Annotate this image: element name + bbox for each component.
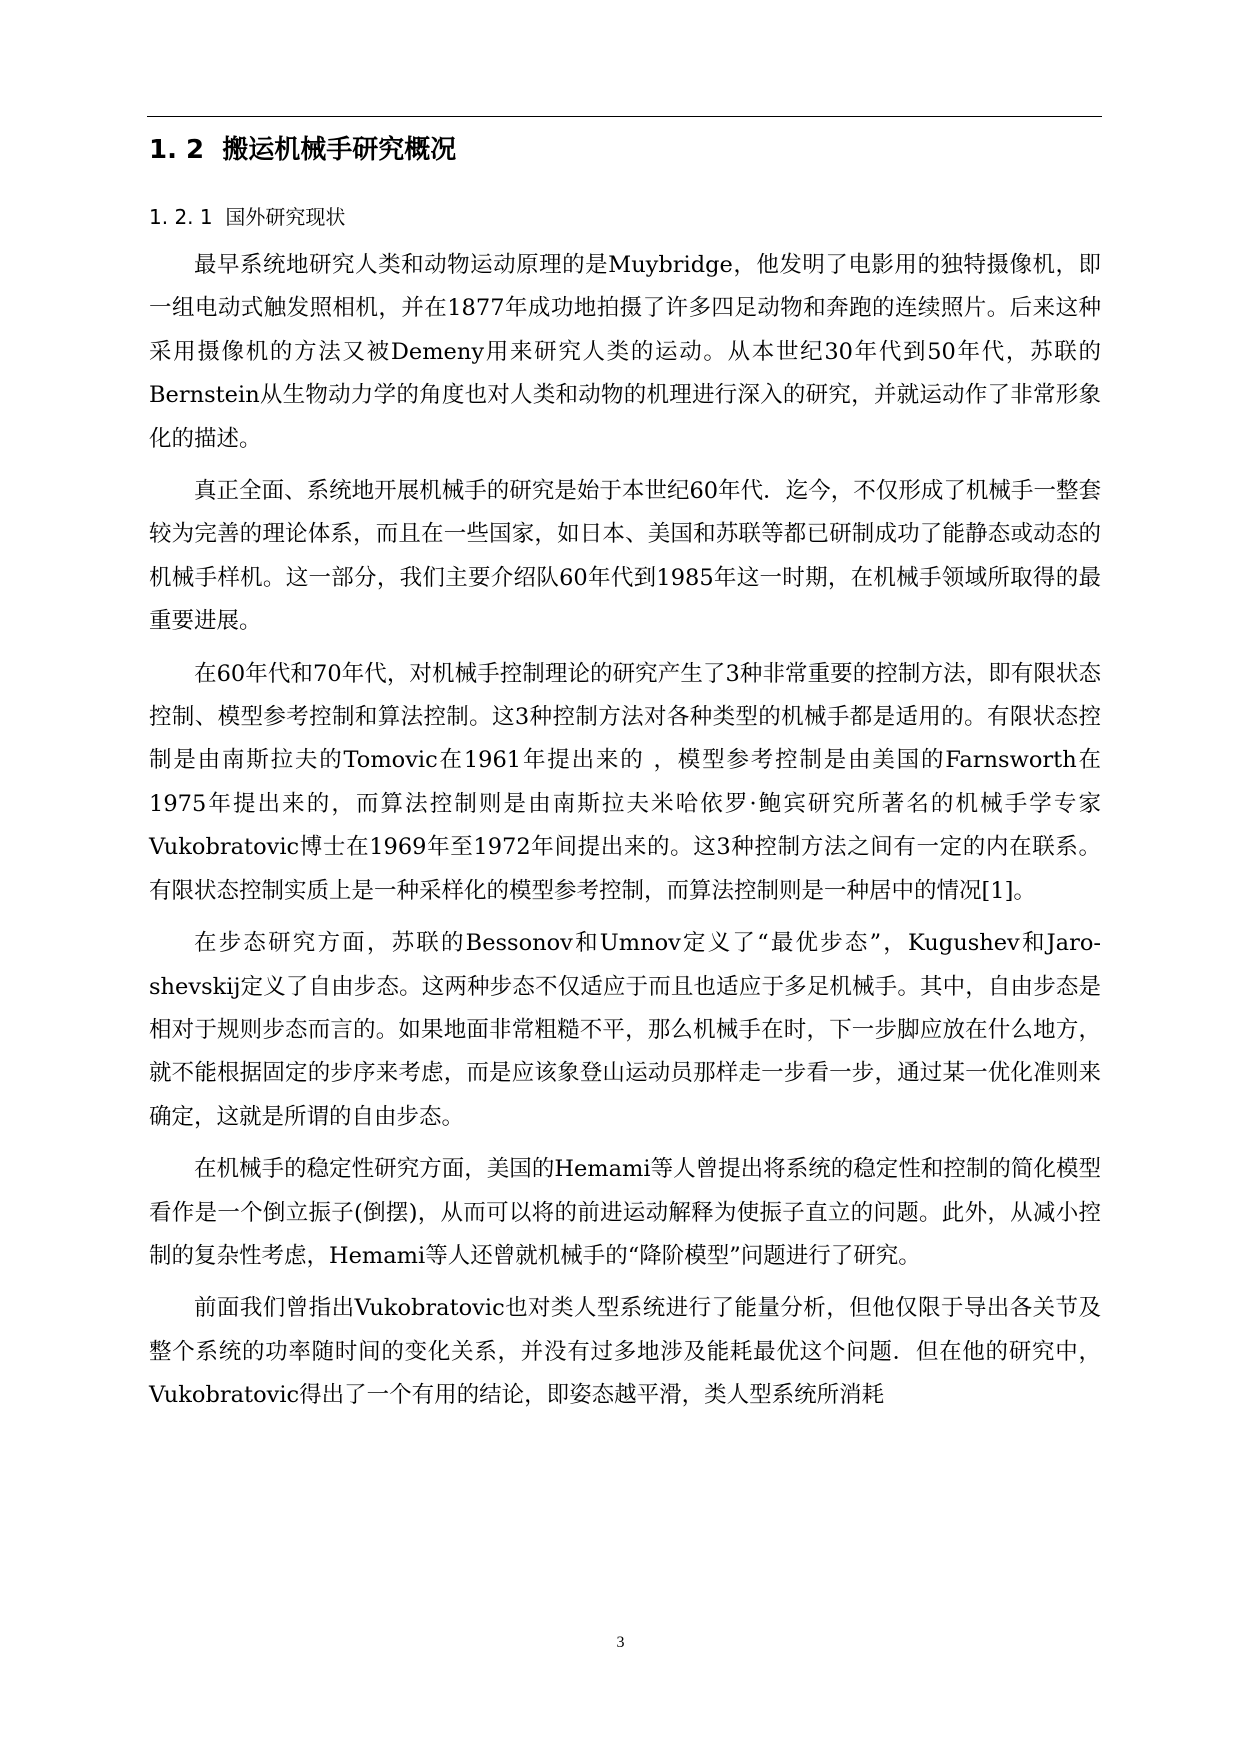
- paragraph: 在60年代和70年代，对机械手控制理论的研究产生了3种非常重要的控制方法，即有限状态控制、模型参考控制和算法控制。这3种控制方法对各种类型的机械手都是适用的。有限状态控制是由南斯拉夫的Tomovic在1961年提出来的 ，模型参考控制是由美国的Farnsworth在1975年提出来的，而算法控制则是由南斯拉夫米哈依罗·鲍宾研究所著名的机械手学专家Vukobratovic博士在1969年至1972年间提出来的。这3种控制方法之间有一定的内在联系。有限状态控制实质上是一种采样化的模型参考控制，而算法控制则是一种居中的情况[1]。: [149, 660, 1101, 904]
- header-rule: [147, 116, 1102, 117]
- paragraph: 最早系统地研究人类和动物运动原理的是Muybridge，他发明了电影用的独特摄像机，即一组电动式触发照相机，并在1877年成功地拍摄了许多四足动物和奔跑的连续照片。后来这种采用摄像机的方法又被Demeny用来研究人类的运动。从本世纪30年代到50年代，苏联的Bernstein从生物动力学的角度也对人类和动物的机理进行深入的研究，并就运动作了非常形象化的描述。: [149, 252, 1101, 452]
- subsection-heading: [149, 200, 345, 234]
- section-heading: [149, 130, 456, 170]
- page-number: 3: [616, 1634, 625, 1651]
- section-number: 1. 2: [149, 135, 205, 165]
- paragraph: 前面我们曾指出Vukobratovic也对类人型系统进行了能量分析，但他仅限于导出各关节及整个系统的功率随时间的变化关系，并没有过多地涉及能耗最优这个问题．但在他的研究中，Vukobratovic得出了一个有用的结论，即姿态越平滑，类人型系统所消耗: [149, 1295, 1101, 1409]
- paragraph: 真正全面、系统地开展机械手的研究是始于本世纪60年代．迄今，不仅形成了机械手一整套较为完善的理论体系，而且在一些国家，如日本、美国和苏联等都已研制成功了能静态或动态的机械手样机。这一部分，我们主要介绍队60年代到1985年这一时期，在机械手领域所取得的最重要进展。: [149, 478, 1101, 635]
- body-text: [149, 244, 1101, 1427]
- paragraph: 在机械手的稳定性研究方面，美国的Hemami等人曾提出将系统的稳定性和控制的简化模型看作是一个倒立振子(倒摆)，从而可以将的前进运动解释为使振子直立的问题。此外，从减小控制的复杂性考虑，Hemami等人还曾就机械手的“降阶模型”问题进行了研究。: [149, 1156, 1101, 1269]
- section-title: 搬运机械手研究概况: [222, 135, 457, 165]
- paragraph: 在步态研究方面，苏联的Bessonov和Umnov定义了“最优步态”，Kugushev和Jaro-shevskij定义了自由步态。这两种步态不仅适应于而且也适应于多足机械手。其中，自由步态是相对于规则步态而言的。如果地面非常粗糙不平，那么机械手在时，下一步脚应放在什么地方，就不能根据固定的步序来考虑，而是应该象登山运动员那样走一步看一步，通过某一优化准则来确定，这就是所谓的自由步态。: [149, 930, 1101, 1130]
- subsection-number: 1. 2. 1: [149, 205, 213, 229]
- subsection-title: 国外研究现状: [225, 205, 346, 229]
